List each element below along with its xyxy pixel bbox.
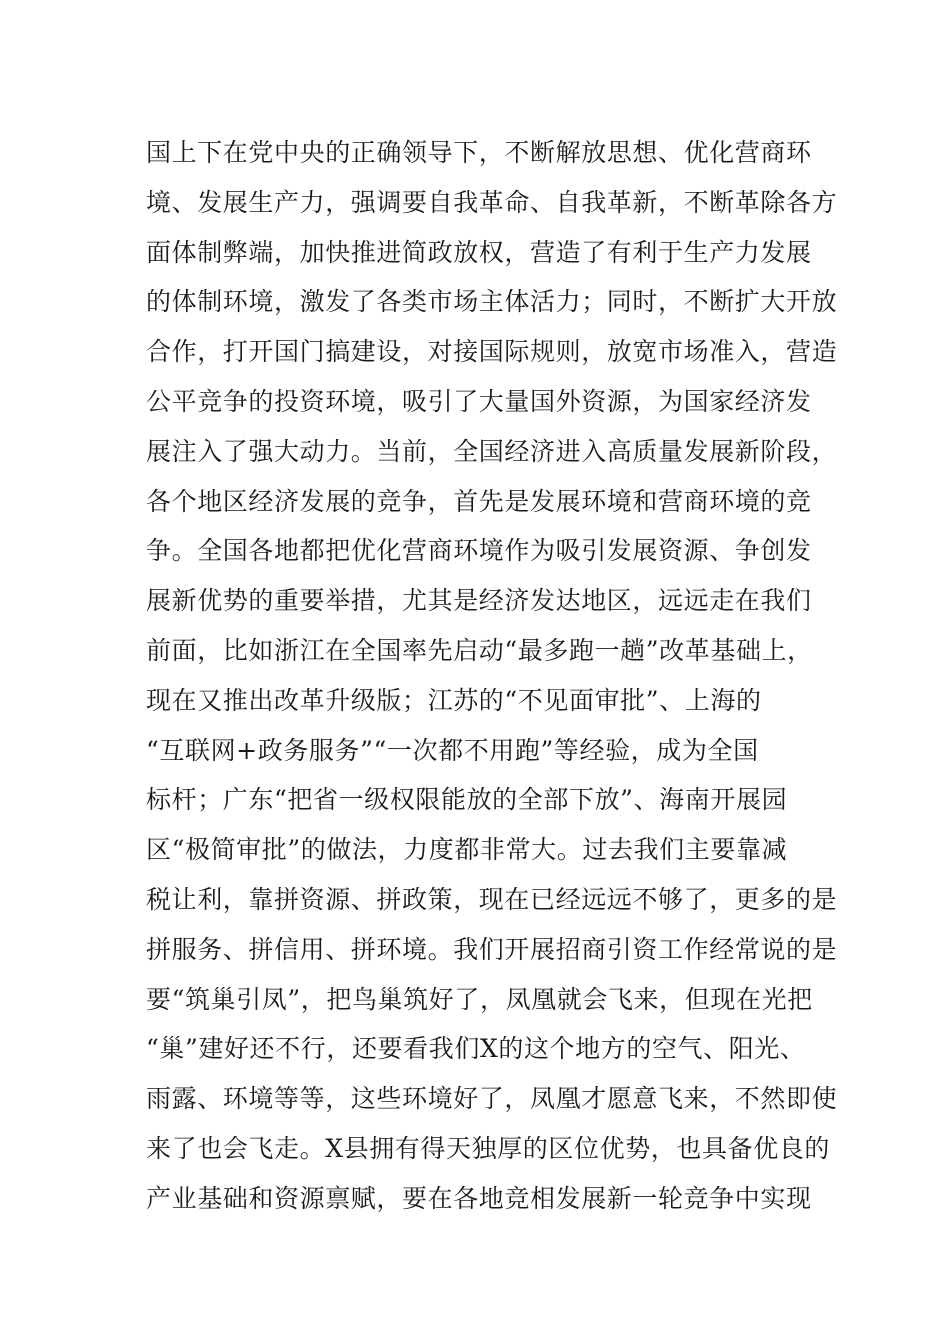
text-line: “互联网+政务服务”“一次都不用跑”等经验，成为全国: [146, 735, 759, 765]
text-line: 展注入了强大动力。当前，全国经济进入高质量发展新阶段，: [146, 436, 838, 466]
text-line: 要“筑巢引凤”，把鸟巢筑好了，凤凰就会飞来，但现在光把: [146, 984, 813, 1014]
text-line: 现在又推出改革升级版；江苏的“不见面审批”、上海的: [146, 685, 762, 715]
text-line: 各个地区经济发展的竞争，首先是发展环境和营商环境的竞: [146, 486, 812, 516]
text-line: 产业基础和资源禀赋，要在各地竞相发展新一轮竞争中实现: [146, 1183, 812, 1213]
text-line: 面体制弊端，加快推进简政放权，营造了有利于生产力发展: [146, 237, 812, 267]
text-line: 境、发展生产力，强调要自我革命、自我革新，不断革除各方: [146, 187, 838, 217]
text-line: “巢”建好还不行，还要看我们X的这个地方的空气、阳光、: [146, 1034, 806, 1064]
text-line: 前面，比如浙江在全国率先启动“最多跑一趟”改革基础上，: [146, 635, 813, 665]
text-line: 国上下在党中央的正确领导下，不断解放思想、优化营商环: [146, 138, 812, 167]
text-line: 来了也会飞走。X县拥有得天独厚的区位优势，也具备优良的: [146, 1133, 830, 1163]
text-line: 标杆；广东“把省一级权限能放的全部下放”、海南开展园: [146, 785, 788, 815]
text-line: 税让利，靠拼资源、拼政策，现在已经远远不够了，更多的是: [146, 884, 838, 914]
text-line: 区“极简审批”的做法，力度都非常大。过去我们主要靠减: [146, 835, 788, 865]
text-line: 的体制环境，激发了各类市场主体活力；同时，不断扩大开放: [146, 287, 838, 317]
body-paragraph: [146, 128, 838, 1224]
text-line: 展新优势的重要举措，尤其是经济发达地区，远远走在我们: [146, 586, 812, 616]
text-line: 拼服务、拼信用、拼环境。我们开展招商引资工作经常说的是: [146, 934, 838, 964]
text-line: 雨露、环境等等，这些环境好了，凤凰才愿意飞来，不然即使: [146, 1084, 838, 1114]
text-line: 公平竞争的投资环境，吸引了大量国外资源，为国家经济发: [146, 386, 812, 416]
text-line: 争。全国各地都把优化营商环境作为吸引发展资源、争创发: [146, 536, 812, 566]
text-line: 合作，打开国门搞建设，对接国际规则，放宽市场准入，营造: [146, 337, 838, 367]
